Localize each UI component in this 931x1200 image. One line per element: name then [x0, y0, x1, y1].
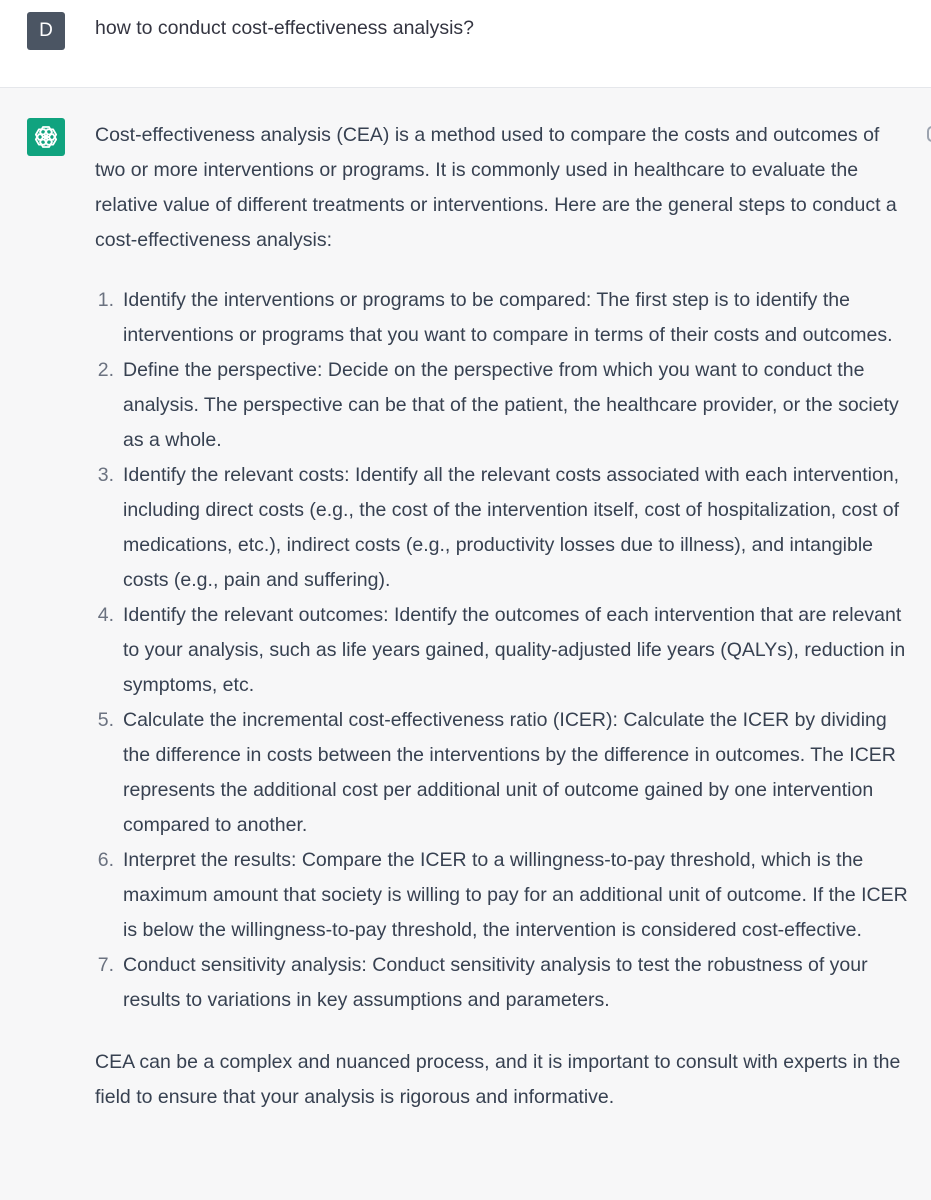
list-item: Calculate the incremental cost-effectiveness ratio (ICER): Calculate the ICER by dividing the difference in costs between the interventions by the difference in outcomes. The ICER represents the additional cost per additional unit of outcome gained by one intervention compared to another.: [123, 709, 896, 836]
closing-paragraph: CEA can be a complex and nuanced process, and it is important to consult with experts in the field to ensure that your analysis is rigorous and informative.: [95, 1051, 901, 1108]
list-item: Interpret the results: Compare the ICER to a willingness-to-pay threshold, which is the maximum amount that society is willing to pay for an additional unit of outcome. If the ICER is below the willingness-to-pay threshold, the intervention is considered cost-effective.: [123, 849, 908, 941]
list-item: Identify the relevant costs: Identify all the relevant costs associated with each intervention, including direct costs (e.g., the cost of the intervention itself, cost of hospitalization, cost of medications, etc.), indirect costs (e.g., productivity losses due to illness), and intangible costs (e.g., pain and suffering).: [123, 464, 900, 591]
intro-paragraph: Cost-effectiveness analysis (CEA) is a method used to compare the costs and outcomes of two or more interventions or programs. It is commonly used in healthcare to evaluate the relative value of different treatments or interventions. Here are the general steps to conduct a cost-effectiveness analysis:: [95, 124, 897, 251]
user-message-text: how to conduct cost-effectiveness analysis?: [95, 17, 475, 39]
list-item: Define the perspective: Decide on the perspective from which you want to conduct the analysis. The perspective can be that of the patient, the healthcare provider, or the society as a whole.: [123, 359, 899, 451]
list-item: Identify the relevant outcomes: Identify the outcomes of each intervention that are relevant to your analysis, such as life years gained, quality-adjusted life years (QALYs), reduction in symptoms, etc.: [123, 604, 906, 696]
openai-logo-icon: [33, 124, 59, 150]
steps-list: [95, 283, 913, 1018]
user-message-row: [0, 0, 931, 88]
assistant-message-row: [0, 88, 931, 1200]
assistant-avatar: [27, 118, 65, 156]
scroll-edge-icon: [927, 126, 931, 142]
list-item: Identify the interventions or programs to be compared: The first step is to identify the interventions or programs that you want to compare in terms of their costs and outcomes.: [123, 289, 893, 346]
list-item: Conduct sensitivity analysis: Conduct sensitivity analysis to test the robustness of your results to variations in key assumptions and parameters.: [123, 954, 868, 1011]
user-avatar: D: [27, 12, 65, 50]
assistant-message-body: [95, 118, 913, 1115]
